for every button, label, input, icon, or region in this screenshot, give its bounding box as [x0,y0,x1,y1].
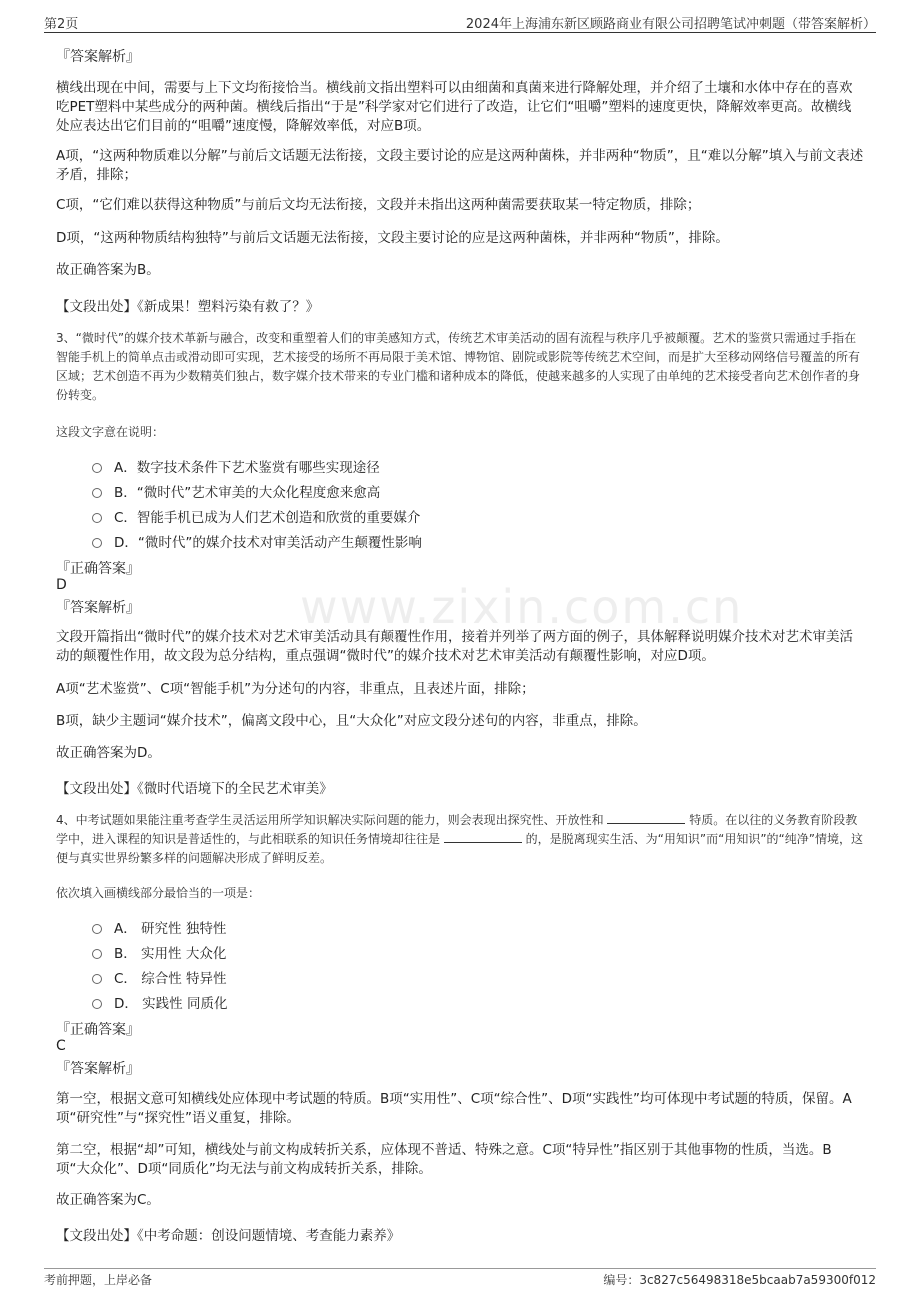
q2-analysis-label: 『答案解析』 [56,49,140,65]
q3-prompt: 这段文字意在说明： [56,425,165,439]
radio-icon[interactable] [92,999,102,1009]
q3-answer-line: 故正确答案为D。 [56,745,161,761]
q4-correct-label: 『正确答案』 [56,1022,140,1038]
q4-stem-part-a: 4、中考试题如果能注重考查学生灵活运用所学知识解决实际问题的能力，则会表现出探究性、开放性和 [56,813,604,827]
option-label: C． 综合性 特异性 [114,971,227,987]
q4-stem [56,811,868,868]
q4-analysis-p1: 第一空，根据文意可知横线处应体现中考试题的特质。B项“实用性”、C项“综合性”、D项“实践性”均可体现中考试题的特质，保留。A项“研究性”与“探究性”语义重复，排除。 [56,1091,852,1126]
q3-analysis-p2: A项“艺术鉴赏”、C项“智能手机”为分述句的内容，非重点，且表述片面，排除； [56,681,535,697]
q2-analysis-p3: C项，“它们难以获得这种物质”与前后文均无法衔接，文段并未指出这两种菌需要获取某一特定物质，排除； [56,197,701,213]
q3-option-c[interactable] [92,506,420,526]
q3-correct-label: 『正确答案』 [56,561,140,577]
q4-option-a[interactable] [92,917,226,937]
q4-stem-part-b: 特质。在以往的义务教育阶段教学中，进入课程的知识是普适性的，与此相联系的知识任务情境却往往是 [56,813,858,846]
q4-source: 【文段出处】《中考命题：创设问题情境、考查能力素养》 [56,1228,401,1244]
q3-option-d[interactable] [92,531,422,551]
page-number: 第2页 [44,17,79,32]
radio-icon[interactable] [92,463,102,473]
q4-prompt: 依次填入画横线部分最恰当的一项是： [56,886,261,900]
q2-answer-line: 故正确答案为B。 [56,262,160,278]
q2-analysis-p1: 横线出现在中间，需要与上下文均衔接恰当。横线前文指出塑料可以由细菌和真菌来进行降解处理，并介绍了土壤和水体中存在的喜欢吃PET塑料中某些成分的两种菌。横线后指出“于是”科学家对它们进行了改造，让它们“咀嚼”塑料的速度更快，降解效率更高。故横线处应表达出它们目前的“咀嚼”速度慢，降解效率低，对应B项。 [56,80,853,134]
option-label: D．“微时代”的媒介技术对审美活动产生颠覆性影响 [114,535,422,551]
q3-stem: 3、“微时代”的媒介技术革新与融合，改变和重塑着人们的审美感知方式，传统艺术审美活动的固有流程与秩序几乎被颠覆。艺术的鉴赏只需通过手指在智能手机上的简单点击或滑动即可实现，艺术接受的场所不再局限于美术馆、博物馆、剧院或影院等传统艺术空间，而是扩大至移动网络信号覆盖的所有区域；艺术创造不再为少数精英们独占，数字媒介技术带来的专业门槛和诸种成本的降低，使越来越多的人实现了由单纯的艺术接受者向艺术创作者的身份转变。 [56,331,861,402]
radio-icon[interactable] [92,974,102,984]
q3-correct-answer: D [56,577,67,593]
radio-icon[interactable] [92,949,102,959]
q4-answer-line: 故正确答案为C。 [56,1192,160,1208]
header-divider [44,32,876,33]
radio-icon[interactable] [92,513,102,523]
q3-option-a[interactable] [92,456,380,476]
q3-analysis-p3: B项，缺少主题词“媒介技术”，偏离文段中心，且“大众化”对应文段分述句的内容，非重点，排除。 [56,713,647,729]
q2-analysis-p2: A项，“这两种物质难以分解”与前后文话题无法衔接，文段主要讨论的应是这两种菌株，并非两种“物质”，且“难以分解”填入与前文表述矛盾，排除； [56,148,864,183]
q3-analysis-label: 『答案解析』 [56,600,140,616]
footer-divider [44,1268,876,1269]
q4-analysis-p2: 第二空，根据“却”可知，横线处与前文构成转折关系，应体现不普适、特殊之意。C项“特异性”指区别于其他事物的性质，当选。B项“大众化”、D项“同质化”均无法与前文构成转折关系，排除。 [56,1142,832,1177]
radio-icon[interactable] [92,538,102,548]
fill-blank-2 [444,832,522,843]
q4-option-b[interactable] [92,942,226,962]
q4-correct-answer: C [56,1038,66,1054]
watermark: www.zixin.com.cn [300,580,744,634]
radio-icon[interactable] [92,488,102,498]
option-label: D． 实践性 同质化 [114,996,228,1012]
option-label: A． 研究性 独特性 [114,921,227,937]
q3-analysis-p1: 文段开篇指出“微时代”的媒介技术对艺术审美活动具有颠覆性作用，接着并列举了两方面的例子，具体解释说明媒介技术对艺术审美活动的颠覆性作用，故文段为总分结构，重点强调“微时代”的媒介技术对艺术审美活动有颠覆性影响，对应D项。 [56,629,853,664]
document-title: 2024年上海浦东新区顾路商业有限公司招聘笔试冲刺题（带答案解析） [465,17,876,32]
q2-analysis-p4: D项，“这两种物质结构独特”与前后文话题无法衔接，文段主要讨论的应是这两种菌株，并非两种“物质”，排除。 [56,230,729,246]
option-label: B．“微时代”艺术审美的大众化程度愈来愈高 [114,485,381,501]
q4-stem-part-c: 的，是脱离现实生活、为“用知识”而“用知识”的“纯净”情境，这便与真实世界纷繁多样的问题解决形成了鲜明反差。 [56,832,863,865]
q4-option-d[interactable] [92,992,227,1012]
q4-option-c[interactable] [92,967,227,987]
footer-slogan: 考前押题，上岸必备 [44,1273,153,1287]
option-label: C．智能手机已成为人们艺术创造和欣赏的重要媒介 [114,510,421,526]
option-label: B． 实用性 大众化 [114,946,227,962]
option-label: A．数字技术条件下艺术鉴赏有哪些实现途径 [114,460,380,476]
q4-analysis-label: 『答案解析』 [56,1061,140,1077]
document-id: 编号：3c827c56498318e5bcaab7a59300f012 [603,1273,876,1287]
radio-icon[interactable] [92,924,102,934]
q3-option-b[interactable] [92,481,380,501]
fill-blank-1 [607,813,685,824]
q3-source: 【文段出处】《微时代语境下的全民艺术审美》 [56,781,333,797]
q2-source: 【文段出处】《新成果！塑料污染有救了？》 [56,299,320,315]
